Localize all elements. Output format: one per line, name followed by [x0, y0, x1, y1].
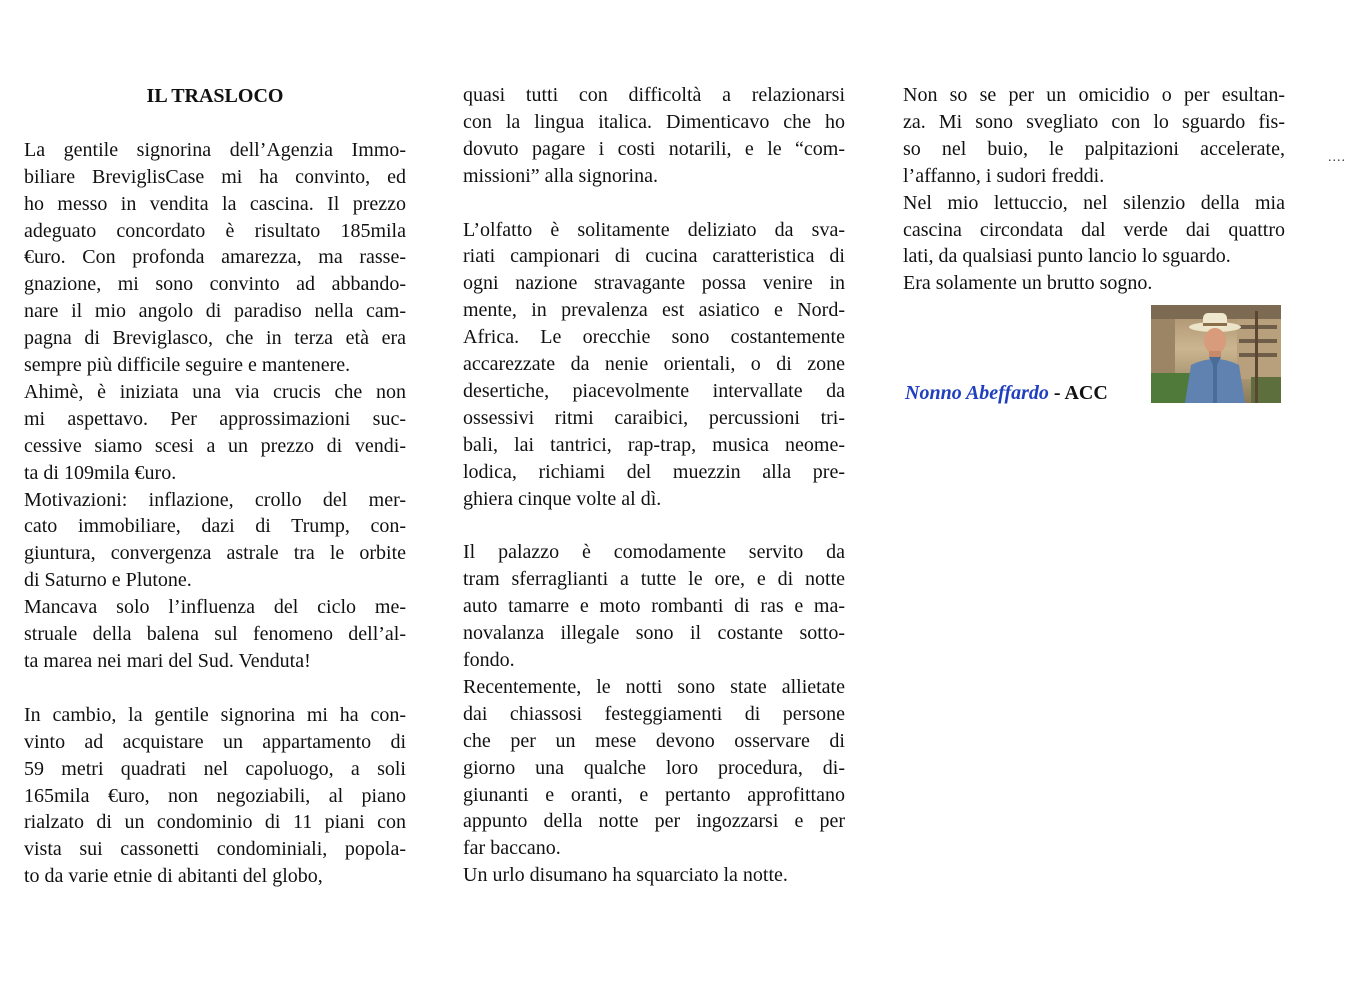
text-line: con la lingua italica. Dimenticavo che ho [463, 110, 845, 133]
article-title: IL TRASLOCO [146, 85, 284, 107]
text-line: Ahimè, è iniziata una via crucis che non [24, 380, 406, 403]
text-line: quasi tutti con difficoltà a relazionarsi [463, 84, 845, 106]
text-line: mente, in prevalenza est asiatico e Nord- [463, 299, 845, 322]
text-line: giorno una qualche loro procedura, di- [463, 756, 845, 779]
text-line: ho messo in vendita la cascina. Il prezzo [24, 192, 406, 215]
text-line: rialzato di un condominio di 11 piani con [24, 811, 406, 834]
author-name: Nonno Abeffardo [905, 382, 1049, 404]
text-line: pagna di Breviglasco, che in terza età era [24, 327, 406, 350]
text-line: novalanza illegale sono il costante sotto- [463, 622, 845, 645]
text-line: €uro. Con profonda amarezza, ma rasse- [24, 246, 406, 269]
text-line: dai chiassosi festeggiamenti di persone [463, 702, 845, 725]
text-line: Motivazioni: inflazione, crollo del mer- [24, 488, 406, 511]
margin-ellipsis: .... [1328, 150, 1346, 165]
text-line: struale della balena sul fenomeno dell’al- [24, 623, 406, 646]
text-line: Nel mio lettuccio, nel silenzio della mia [903, 191, 1285, 214]
column-3 [903, 82, 1285, 297]
text-line: lati, da qualsiasi punto lancio lo sguardo. [903, 245, 1231, 268]
text-line: bali, lai tantrici, rap-trap, musica neome- [463, 433, 845, 456]
text-line: giuntura, convergenza astrale tra le orbite [24, 542, 406, 565]
author-photo [1151, 305, 1281, 403]
text-line: ta marea nei mari del Sud. Venduta! [24, 650, 311, 673]
text-line: vinto ad acquistare un appartamento di [24, 730, 406, 753]
text-line: di Saturno e Plutone. [24, 569, 192, 592]
text-line: cato immobiliare, dazi di Trump, con- [24, 515, 406, 538]
text-line: tram sferraglianti a tutte le ore, e di notte [463, 568, 845, 591]
text-line: za. Mi sono svegliato con lo sguardo fis- [903, 110, 1285, 133]
text-line: l’affanno, i sudori freddi. [903, 164, 1105, 187]
text-line: vista sui cassonetti condominiali, popola- [24, 838, 406, 861]
text-line: gnazione, mi sono convinto ad abbando- [24, 273, 406, 296]
text-line: fondo. [463, 649, 515, 671]
signature-suffix: ACC [1064, 382, 1108, 404]
title-spacer [24, 110, 406, 137]
text-line: auto tamarre e moto rombanti di ras e ma- [463, 595, 845, 618]
text-line: appunto della notte per ingozzarsi e per [463, 810, 845, 833]
text-line: missioni” alla signorina. [463, 164, 658, 187]
text-line: dovuto pagare i costi notarili, e le “com- [463, 137, 845, 160]
text-line: Africa. Le orecchie sono costantemente [463, 326, 845, 349]
text-line: Un urlo disumano ha squarciato la notte. [463, 864, 788, 887]
text-line: 59 metri quadrati nel capoluogo, a soli [24, 757, 406, 780]
text-line: accarezzate da nenie orientali, o di zone [463, 353, 845, 376]
signature [905, 382, 1108, 405]
text-line: 165mila €uro, non negoziabili, al piano [24, 784, 406, 807]
text-line: Non so se per un omicidio o per esultan- [903, 84, 1285, 106]
text-line: to da varie etnie di abitanti del globo, [24, 865, 323, 888]
text-line: ogni nazione stravagante possa venire in [463, 272, 845, 295]
text-line: lodica, richiami del muezzin alla pre- [463, 460, 845, 483]
text-line: Era solamente un brutto sogno. [903, 272, 1153, 295]
text-line: far baccano. [463, 837, 561, 860]
text-line: Mancava solo l’influenza del ciclo me- [24, 596, 406, 619]
text-line: La gentile signorina dell’Agenzia Immo- [24, 138, 406, 161]
text-line: sempre più difficile seguire e mantenere. [24, 354, 351, 377]
text-line: cascina circondata dal verde dai quattro [903, 218, 1285, 241]
text-line: In cambio, la gentile signorina mi ha con- [24, 703, 406, 726]
text-line: giunanti e oranti, e pertanto approfittano [463, 783, 845, 806]
text-line: nare il mio angolo di paradiso nella cam- [24, 300, 406, 323]
text-line: so nel buio, le palpitazioni accelerate, [903, 137, 1285, 160]
text-line: biliare BreviglisCase mi ha convinto, ed [24, 165, 406, 188]
signature-separator: - [1048, 382, 1065, 404]
text-line: che per un mese devono osservare di [463, 729, 845, 752]
text-line: L’olfatto è solitamente deliziato da sva- [463, 218, 845, 241]
text-line: ghiera cinque volte al dì. [463, 487, 662, 510]
text-line: adeguato concordato è risultato 185mila [24, 219, 406, 242]
paragraph-gap [463, 512, 845, 539]
column-1 [24, 82, 406, 890]
text-line: Recentemente, le notti sono state allietate [463, 675, 845, 698]
text-line: cessive siamo scesi a un prezzo di vendi- [24, 434, 406, 457]
text-line: riati campionari di cucina caratteristica di [463, 245, 845, 268]
text-line: desertiche, piacevolmente intervallate da [463, 379, 845, 402]
paragraph-gap [24, 675, 406, 702]
text-line: ossessivi ritmi caraibici, percussioni tri- [463, 406, 845, 429]
column-2 [463, 82, 845, 889]
text-line: mi aspettavo. Per approssimazioni suc- [24, 407, 406, 430]
text-line: ta di 109mila €uro. [24, 461, 177, 484]
author-portrait-photo-icon [1151, 305, 1281, 403]
paragraph-gap [463, 190, 845, 217]
text-line: Il palazzo è comodamente servito da [463, 541, 845, 564]
signature-block [905, 305, 1285, 405]
